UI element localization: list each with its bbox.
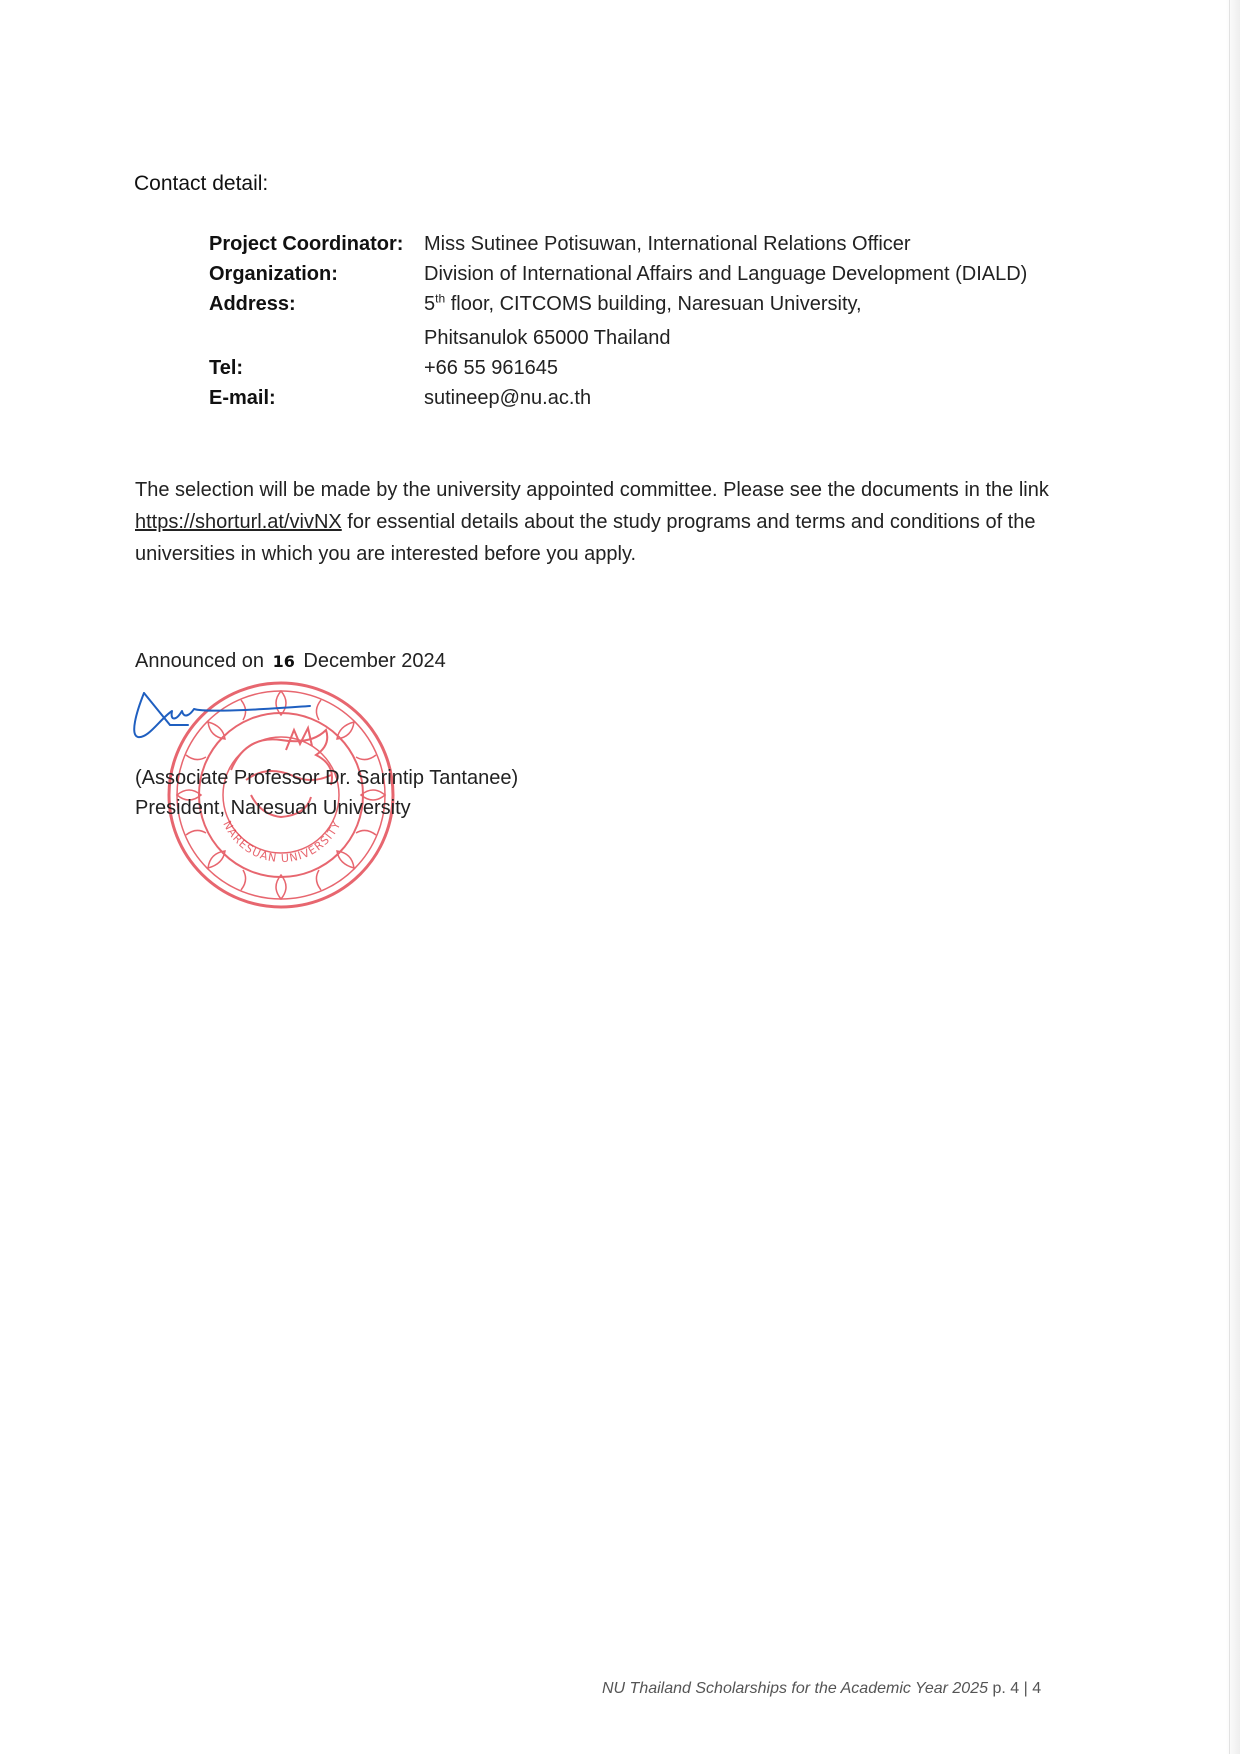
signer-title: President, Naresuan University bbox=[135, 797, 411, 819]
floor-number: 5 bbox=[424, 293, 436, 315]
footer-page-number: p. 4 | 4 bbox=[992, 1680, 1042, 1697]
handwritten-day: 16 bbox=[272, 652, 295, 671]
organization-row bbox=[209, 259, 1027, 289]
announcement-prefix: Announced on bbox=[135, 650, 265, 672]
address-line-1-rest: floor, CITCOMS building, Naresuan University, bbox=[445, 293, 862, 315]
page-footer bbox=[602, 1680, 1041, 1698]
footer-doc-title: NU Thailand Scholarships for the Academic Year 2025 bbox=[602, 1680, 988, 1697]
organization-value: Division of International Affairs and Language Development (DIALD) bbox=[424, 263, 1028, 285]
address-line-2: Phitsanulok 65000 Thailand bbox=[424, 327, 671, 349]
tel-value: +66 55 961645 bbox=[424, 357, 559, 379]
svg-text:NARESUAN UNIVERSITY bbox=[220, 819, 343, 866]
organization-label: Organization: bbox=[209, 263, 338, 285]
tel-row bbox=[209, 353, 1027, 383]
coordinator-value: Miss Sutinee Potisuwan, International Relations Officer bbox=[424, 233, 911, 255]
paragraph-text-start: The selection will be made by the university appointed committee. Please see the documents in the link bbox=[135, 479, 1049, 501]
signature bbox=[130, 685, 320, 755]
signer-name: (Associate Professor Dr. Sarintip Tantanee) bbox=[135, 767, 519, 789]
address-line-1 bbox=[424, 289, 862, 319]
page-edge-line bbox=[1229, 0, 1230, 1754]
tel-label: Tel: bbox=[209, 357, 244, 379]
coordinator-row bbox=[209, 229, 1027, 259]
email-value: sutineep@nu.ac.th bbox=[424, 387, 592, 409]
documents-link[interactable]: https://shorturl.at/vivNX bbox=[135, 511, 342, 533]
signer-block bbox=[135, 763, 518, 823]
email-label: E-mail: bbox=[209, 387, 276, 409]
announcement-suffix: December 2024 bbox=[303, 650, 446, 672]
selection-paragraph bbox=[135, 474, 1095, 570]
stamp-text: NARESUAN UNIVERSITY bbox=[220, 818, 344, 866]
coordinator-label: Project Coordinator: bbox=[209, 233, 404, 255]
contact-details-table bbox=[209, 229, 1027, 413]
floor-ordinal: th bbox=[435, 291, 446, 306]
address-value bbox=[424, 289, 862, 353]
paragraph-text-end: for essential details about the study programs and terms and conditions of the universities in which you are interested before you apply. bbox=[135, 511, 1036, 565]
contact-heading: Contact detail: bbox=[134, 172, 269, 195]
email-row bbox=[209, 383, 1027, 413]
address-label: Address: bbox=[209, 293, 296, 315]
address-row bbox=[209, 289, 1027, 353]
